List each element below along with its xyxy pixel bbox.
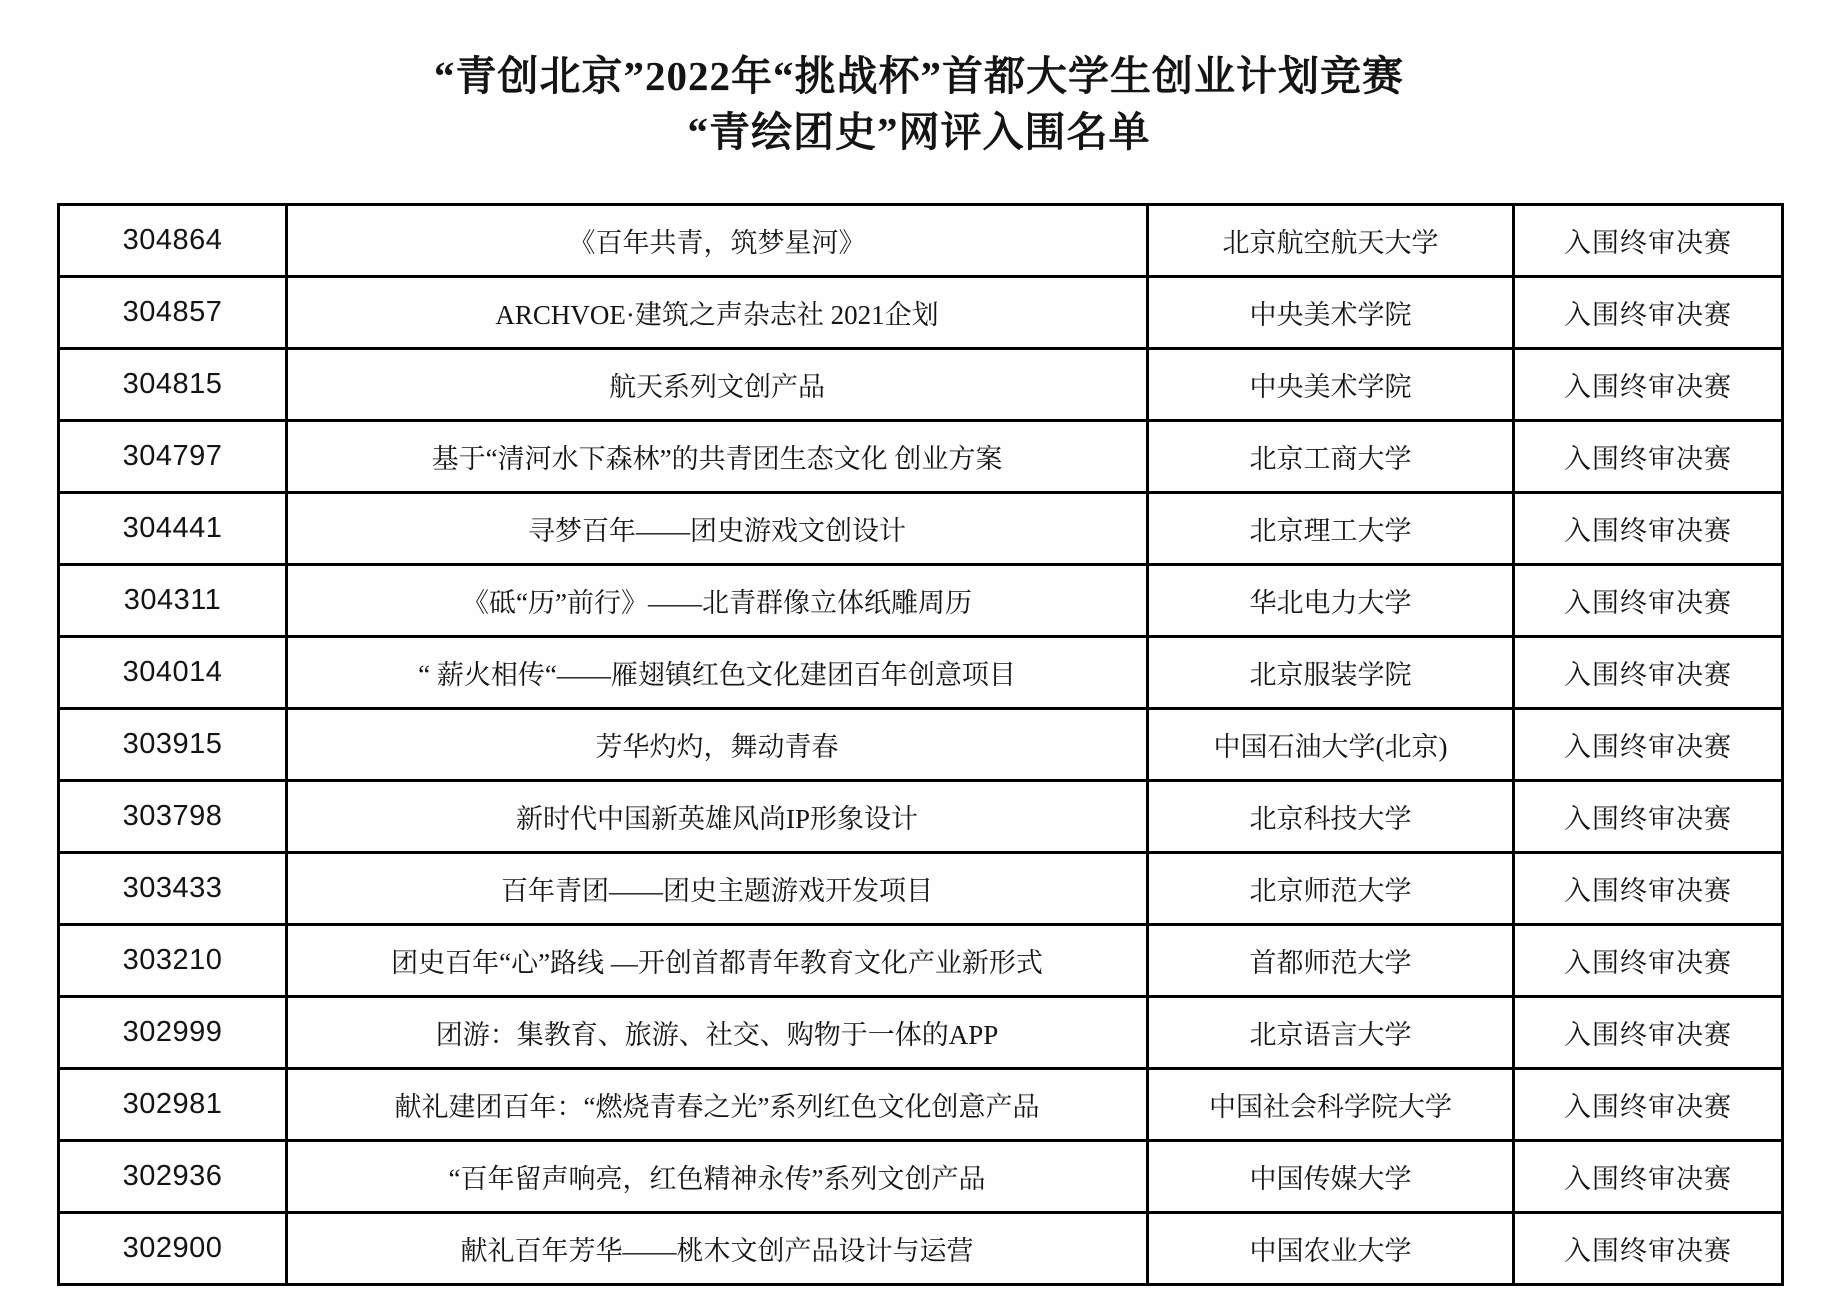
cell-result: 入围终审决赛 [1514,709,1783,781]
cell-university: 中国农业大学 [1148,1213,1514,1285]
cell-university: 华北电力大学 [1148,565,1514,637]
table-row [59,1141,1783,1213]
table-body [59,205,1783,1285]
cell-project: 团游：集教育、旅游、社交、购物于一体的APP [287,997,1148,1069]
cell-result: 入围终审决赛 [1514,1213,1783,1285]
cell-id: 302936 [59,1141,287,1213]
table-row [59,349,1783,421]
cell-university: 北京工商大学 [1148,421,1514,493]
document-title [57,48,1781,160]
cell-id: 304311 [59,565,287,637]
cell-university: 中国石油大学(北京) [1148,709,1514,781]
cell-project: 百年青团——团史主题游戏开发项目 [287,853,1148,925]
cell-project: ARCHVOE·建筑之声杂志社 2021企划 [287,277,1148,349]
table-row [59,637,1783,709]
cell-project: 献礼建团百年：“燃烧青春之光”系列红色文化创意产品 [287,1069,1148,1141]
cell-id: 304815 [59,349,287,421]
table-row [59,997,1783,1069]
table-row [59,205,1783,277]
cell-id: 304797 [59,421,287,493]
cell-id: 304857 [59,277,287,349]
table-row [59,925,1783,997]
table-row [59,853,1783,925]
cell-university: 北京服装学院 [1148,637,1514,709]
cell-id: 304441 [59,493,287,565]
cell-university: 中央美术学院 [1148,277,1514,349]
table-row [59,493,1783,565]
cell-university: 北京科技大学 [1148,781,1514,853]
cell-university: 中国传媒大学 [1148,1141,1514,1213]
cell-university: 北京语言大学 [1148,997,1514,1069]
table-row [59,277,1783,349]
cell-university: 中国社会科学院大学 [1148,1069,1514,1141]
cell-university: 北京航空航天大学 [1148,205,1514,277]
cell-university: 中央美术学院 [1148,349,1514,421]
cell-university: 北京师范大学 [1148,853,1514,925]
cell-id: 303433 [59,853,287,925]
table-row [59,781,1783,853]
cell-id: 302999 [59,997,287,1069]
cell-result: 入围终审决赛 [1514,493,1783,565]
cell-result: 入围终审决赛 [1514,997,1783,1069]
table-row [59,1213,1783,1285]
cell-result: 入围终审决赛 [1514,421,1783,493]
cell-id: 303798 [59,781,287,853]
cell-project: 团史百年“心”路线 —开创首都青年教育文化产业新形式 [287,925,1148,997]
cell-id: 304014 [59,637,287,709]
cell-result: 入围终审决赛 [1514,637,1783,709]
cell-project: 新时代中国新英雄风尚IP形象设计 [287,781,1148,853]
cell-result: 入围终审决赛 [1514,1141,1783,1213]
table-row [59,709,1783,781]
cell-result: 入围终审决赛 [1514,277,1783,349]
table-row [59,421,1783,493]
cell-project: 航天系列文创产品 [287,349,1148,421]
cell-id: 303915 [59,709,287,781]
cell-project: 《百年共青，筑梦星河》 [287,205,1148,277]
cell-id: 304864 [59,205,287,277]
cell-project: “ 薪火相传“——雁翅镇红色文化建团百年创意项目 [287,637,1148,709]
cell-result: 入围终审决赛 [1514,349,1783,421]
cell-result: 入围终审决赛 [1514,925,1783,997]
cell-university: 北京理工大学 [1148,493,1514,565]
shortlist-table [57,203,1784,1286]
table-row [59,1069,1783,1141]
cell-id: 303210 [59,925,287,997]
cell-result: 入围终审决赛 [1514,205,1783,277]
cell-id: 302900 [59,1213,287,1285]
cell-result: 入围终审决赛 [1514,565,1783,637]
cell-result: 入围终审决赛 [1514,1069,1783,1141]
cell-project: 献礼百年芳华——桃木文创产品设计与运营 [287,1213,1148,1285]
cell-result: 入围终审决赛 [1514,853,1783,925]
document-title-line2: “青绘团史”网评入围名单 [687,109,1151,155]
cell-result: 入围终审决赛 [1514,781,1783,853]
cell-project: 寻梦百年——团史游戏文创设计 [287,493,1148,565]
cell-id: 302981 [59,1069,287,1141]
cell-project: “百年留声响亮，红色精神永传”系列文创产品 [287,1141,1148,1213]
cell-project: 《砥“历”前行》——北青群像立体纸雕周历 [287,565,1148,637]
cell-project: 基于“清河水下森林”的共青团生态文化 创业方案 [287,421,1148,493]
table-row [59,565,1783,637]
cell-university: 首都师范大学 [1148,925,1514,997]
cell-project: 芳华灼灼，舞动青春 [287,709,1148,781]
document-title-line1: “青创北京”2022年“挑战杯”首都大学生创业计划竞赛 [434,53,1404,99]
